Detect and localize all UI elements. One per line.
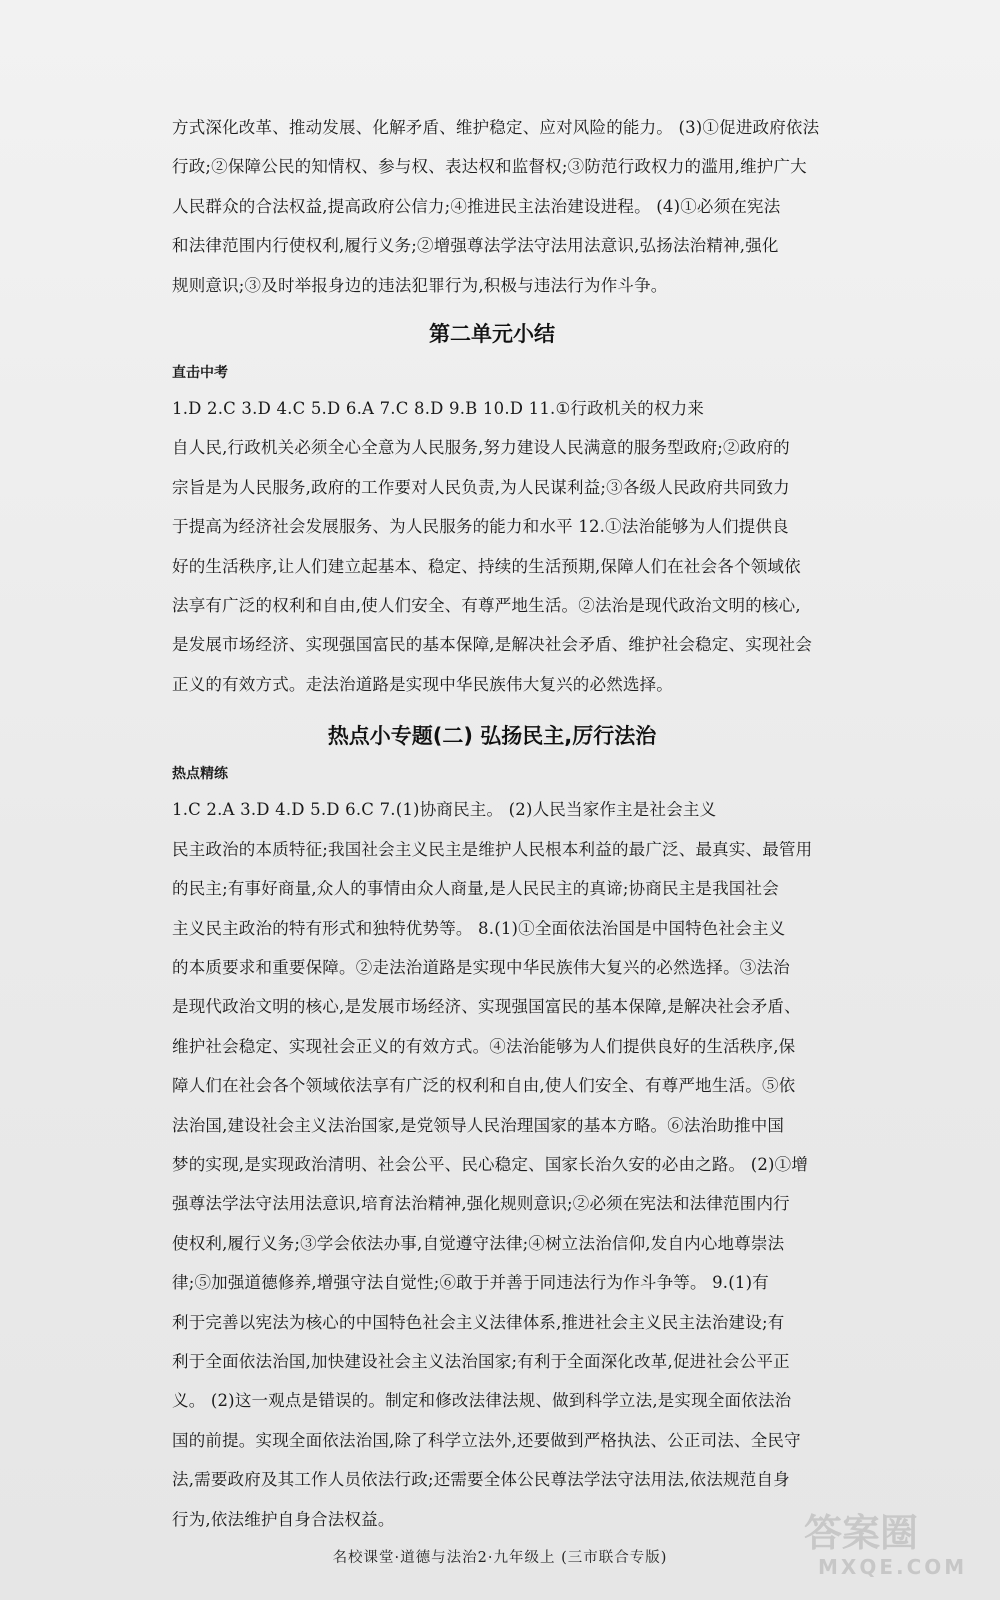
page-footer: 名校课堂·道德与法治2·九年级上 (三市联合专版): [332, 1550, 668, 1566]
text-line: 方式深化改革、推动发展、化解矛盾、维护稳定、应对风险的能力。 (3)①促进政府依法: [172, 118, 820, 137]
text-line: 维护社会稳定、实现社会正义的有效方式。④法治能够为人们提供良好的生活秩序,保: [172, 1036, 796, 1056]
unit-summary-label: 直击中考: [172, 365, 228, 382]
text-line: 利于完善以宪法为核心的中国特色社会主义法律体系,推进社会主义民主法治建设;有: [172, 1312, 785, 1332]
unit-summary-answers: [172, 389, 812, 704]
hot-topic-answers: [172, 790, 812, 1539]
text-line: 梦的实现,是实现政治清明、社会公平、民心稳定、国家长治久安的必由之路。 (2)①增: [172, 1154, 809, 1174]
text-line: 自人民,行政机关必须全心全意为人民服务,努力建设人民满意的服务型政府;②政府的: [172, 438, 790, 458]
text-line: 国的前提。实现全面依法治国,除了科学立法外,还要做到严格执法、公正司法、全民守: [172, 1430, 801, 1450]
text-line: 利于全面依法治国,加快建设社会主义法治国家;有利于全面深化改革,促进社会公平正: [172, 1351, 790, 1371]
text-line: 和法律范围内行使权利,履行义务;②增强尊法学法守法用法意识,弘扬法治精神,强化: [172, 236, 779, 256]
watermark-logo: [798, 1502, 978, 1580]
text-line: 规则意识;③及时举报身边的违法犯罪行为,积极与违法行为作斗争。: [172, 275, 668, 295]
text-line: 好的生活秩序,让人们建立起基本、稳定、持续的生活预期,保障人们在社会各个领域依: [172, 556, 801, 576]
text-line: 于提高为经济社会发展服务、为人民服务的能力和水平 12.①法治能够为人们提供良: [172, 517, 789, 537]
text-line: 使权利,履行义务;③学会依法办事,自觉遵守法律;④树立法治信仰,发自内心地尊崇法: [172, 1233, 785, 1253]
text-line: 宗旨是为人民服务,政府的工作要对人民负责,为人民谋利益;③各级人民政府共同致力: [172, 477, 790, 497]
text-line: 强尊法学法守法用法意识,培育法治精神,强化规则意识;②必须在宪法和法律范围内行: [172, 1194, 790, 1214]
page-content: [172, 108, 820, 1539]
text-line: 主义民主政治的特有形式和独特优势等。 8.(1)①全面依法治国是中国特色社会主义: [172, 918, 786, 938]
text-line: 律;⑤加强道德修养,增强守法自觉性;⑥敢于并善于同违法行为作斗争等。 9.(1)有: [172, 1273, 769, 1293]
text-line: 是现代政治文明的核心,是发展市场经济、实现强国富民的基本保障,是解决社会矛盾、: [172, 997, 801, 1017]
text-line: 民主政治的本质特征;我国社会主义民主是维护人民根本利益的最广泛、最真实、最管用: [172, 839, 813, 859]
watermark-url: MXQE.COM: [818, 1555, 968, 1579]
text-line: 是发展市场经济、实现强国富民的基本保障,是解决社会矛盾、维护社会稳定、实现社会: [172, 635, 813, 655]
text-line: 1.D 2.C 3.D 4.C 5.D 6.A 7.C 8.D 9.B 10.D 11.①行政机关的权力来: [172, 399, 705, 419]
text-line: 行政;②保障公民的知情权、参与权、表达权和监督权;③防范行政权力的滥用,维护广大: [172, 157, 807, 177]
text-line: 法,需要政府及其工作人员依法行政;还需要全体公民尊法学法守法用法,依法规范自身: [172, 1470, 790, 1490]
text-line: 障人们在社会各个领域依法享有广泛的权利和自由,使人们安全、有尊严地生活。⑤依: [172, 1076, 796, 1096]
text-line: 行为,依法维护自身合法权益。: [172, 1509, 395, 1529]
unit-summary-title: 第二单元小结: [429, 322, 555, 347]
text-line: 1.C 2.A 3.D 4.D 5.D 6.C 7.(1)协商民主。 (2)人民当家作主是社会主义: [172, 800, 717, 820]
watermark-text: 答案圈: [804, 1511, 919, 1555]
text-line: 法治国,建设社会主义法治国家,是党领导人民治理国家的基本方略。⑥法治助推中国: [172, 1115, 785, 1135]
text-line: 正义的有效方式。走法治道路是实现中华民族伟大复兴的必然选择。: [172, 674, 673, 694]
intro-paragraph: [172, 108, 820, 305]
text-line: 人民群众的合法权益,提高政府公信力;④推进民主法治建设进程。 (4)①必须在宪法: [172, 196, 781, 216]
hot-topic-title: 热点小专题(二) 弘扬民主,厉行法治: [327, 724, 657, 749]
text-line: 义。 (2)这一观点是错误的。制定和修改法律法规、做到科学立法,是实现全面依法治: [172, 1391, 792, 1411]
hot-topic-label: 热点精练: [172, 766, 228, 783]
text-line: 的民主;有事好商量,众人的事情由众人商量,是人民民主的真谛;协商民主是我国社会: [172, 879, 779, 899]
text-line: 的本质要求和重要保障。②走法治道路是实现中华民族伟大复兴的必然选择。③法治: [172, 957, 790, 977]
text-line: 法享有广泛的权利和自由,使人们安全、有尊严地生活。②法治是现代政治文明的核心,: [172, 596, 801, 616]
